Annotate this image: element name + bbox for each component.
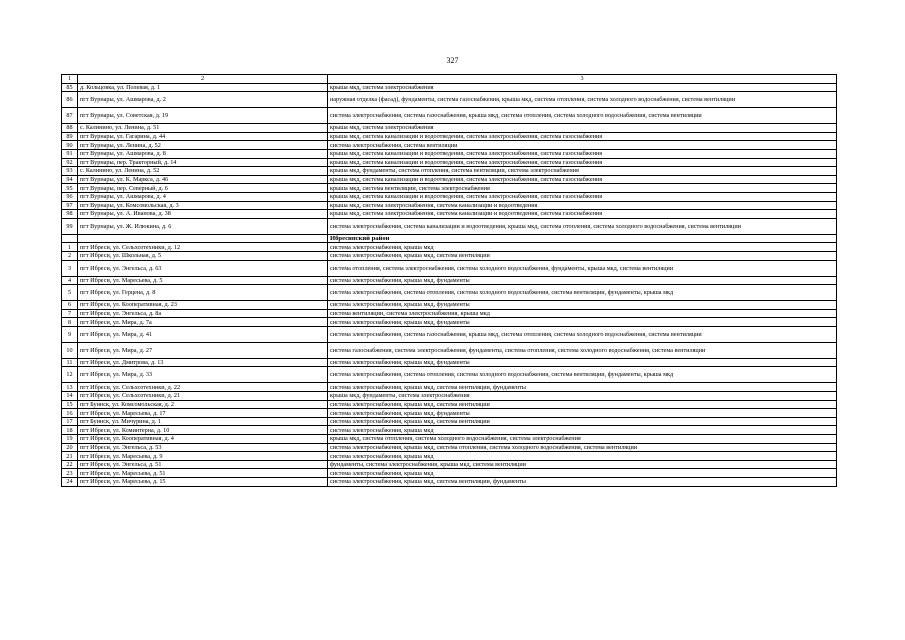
works-cell: система отопления, система электроснабжения, система холодного водоснабжения, фундаменты, крыша мкд, система вентиляции: [328, 260, 837, 276]
works-cell: система вентиляции, система электроснабжения, крыша мкд: [328, 309, 837, 318]
works-cell: наружная отделка (фасад), фундаменты, система газоснабжения, крыша мкд, система отопления, система холодного водоснабжения, система вентиляции: [328, 92, 837, 108]
table-row: [62, 301, 837, 310]
works-cell: система электроснабжения, система вентиляции: [328, 141, 837, 150]
works-cell: крыша мкд, система отопления, система холодного водоснабжения, система электроснабжения: [328, 435, 837, 444]
works-cell: система электроснабжения, крыша мкд, фундаменты: [328, 301, 837, 310]
row-number: 6: [62, 301, 78, 310]
table-body: [62, 75, 837, 487]
table-row: [62, 276, 837, 285]
works-cell: крыша мкд, система канализации и водоотведения, система электроснабжения, система газоснабжения: [328, 175, 837, 184]
row-number: 93: [62, 167, 78, 176]
row-number: 8: [62, 318, 78, 327]
table-row: [62, 243, 837, 252]
table-row: [62, 192, 837, 201]
address-cell: пгт Ибреси, ул. Школьная, д. 5: [78, 251, 328, 260]
table-row: [62, 309, 837, 318]
table-row: [62, 443, 837, 452]
address-cell: пгт Ибреси, ул. Энгельса, д. 51: [78, 460, 328, 469]
row-number: 88: [62, 124, 78, 133]
table-row: [62, 260, 837, 276]
row-number: 87: [62, 108, 78, 124]
works-cell: крыша мкд, система канализации и водоотведения, система электроснабжения, система газоснабжения: [328, 149, 837, 158]
works-cell: крыша мкд, система электроснабжения: [328, 124, 837, 133]
works-cell: крыша мкд, система электроснабжения: [328, 83, 837, 92]
row-number: 85: [62, 83, 78, 92]
row-number: 90: [62, 141, 78, 150]
works-cell: система электроснабжения, крыша мкд: [328, 243, 837, 252]
address-cell: пгт Вурнары, ул. Ж. Илюкина, д. 6: [78, 218, 328, 234]
address-cell: пгт Ибреси, ул. Маресьева, д. 5: [78, 276, 328, 285]
address-cell: пгт Вурнары, ул. Ашмарова, д. 8: [78, 149, 328, 158]
works-cell: крыша мкд, система электроснабжения, система канализации и водоотведения, система газоснабжения: [328, 210, 837, 219]
district-row: [62, 234, 837, 243]
header-cell-1: 1: [62, 75, 78, 84]
works-cell: крыша мкд, фундаменты, система отопления, система вентиляции, система электроснабжения: [328, 167, 837, 176]
row-number: 14: [62, 392, 78, 401]
table-row: [62, 469, 837, 478]
row-number: 13: [62, 383, 78, 392]
address-cell: пгт Вурнары, ул. Ашмарова, д. 2: [78, 92, 328, 108]
row-number: 5: [62, 285, 78, 301]
table-row: [62, 201, 837, 210]
address-cell: пгт Ибреси, ул. Мира, д. 33: [78, 367, 328, 383]
table-row: [62, 318, 837, 327]
row-number: 19: [62, 435, 78, 444]
table-row: [62, 358, 837, 367]
address-cell: пгт Ибреси, ул. Маресьева, д. 9: [78, 452, 328, 461]
works-cell: крыша мкд, фундаменты, система электроснабжения: [328, 392, 837, 401]
address-cell: пгт Буинск, ул. Мичурина, д. 1: [78, 417, 328, 426]
row-number: 3: [62, 260, 78, 276]
works-cell: система электроснабжения, крыша мкд: [328, 469, 837, 478]
row-number: 22: [62, 460, 78, 469]
row-number: 21: [62, 452, 78, 461]
table-row: [62, 426, 837, 435]
works-cell: система электроснабжения, система газоснабжения, крыша мкд, система отопления, система холодного водоснабжения, система вентиляции: [328, 108, 837, 124]
table-row: [62, 409, 837, 418]
address-cell: пгт Ибреси, ул. Мира, д. 7а: [78, 318, 328, 327]
header-cell-2: 2: [78, 75, 328, 84]
table-row: [62, 285, 837, 301]
row-number: 16: [62, 409, 78, 418]
works-cell: система электроснабжения, крыша мкд, фундаменты: [328, 358, 837, 367]
table-row: [62, 210, 837, 219]
address-cell: пгт Ибреси, ул. Маресьева, д. 15: [78, 478, 328, 487]
address-cell: пгт Ибреси, ул. Кооперативная, д. 23: [78, 301, 328, 310]
row-number: 89: [62, 132, 78, 141]
works-cell: система электроснабжения, крыша мкд, фундаменты: [328, 409, 837, 418]
repair-table: [61, 74, 837, 487]
table-row: [62, 326, 837, 342]
works-cell: крыша мкд, система электроснабжения, система канализации и водоотведения: [328, 201, 837, 210]
address-cell: пгт Вурнары, пер. Тракторный, д. 14: [78, 158, 328, 167]
table-row: [62, 478, 837, 487]
works-cell: система электроснабжения, система газоснабжения, крыша мкд, система отопления, система холодного водоснабжения, система вентиляции: [328, 326, 837, 342]
address-cell: пгт Вурнары, пер. Северный, д. 6: [78, 184, 328, 193]
row-number: 18: [62, 426, 78, 435]
table-row: [62, 367, 837, 383]
works-cell: система электроснабжения, крыша мкд, система вентиляции, фундаменты: [328, 478, 837, 487]
table-row: [62, 167, 837, 176]
table-row: [62, 184, 837, 193]
address-cell: д. Кольцовка, ул. Полевая, д. 1: [78, 83, 328, 92]
table-row: [62, 417, 837, 426]
row-number: 17: [62, 417, 78, 426]
works-cell: фундаменты, система электроснабжения, крыша мкд, система вентиляции: [328, 460, 837, 469]
table-row: [62, 132, 837, 141]
address-cell: пгт Ибреси, ул. Энгельса, д. 63: [78, 260, 328, 276]
works-cell: крыша мкд, система канализации и водоотведения, система электроснабжения, система газоснабжения: [328, 158, 837, 167]
works-cell: система электроснабжения, крыша мкд, система вентиляции: [328, 251, 837, 260]
address-cell: пгт Ибреси, ул. Энгельса, д. 53: [78, 443, 328, 452]
row-number: 23: [62, 469, 78, 478]
district-empty-cell: [62, 234, 78, 243]
address-cell: пгт Ибреси, ул. Сельхозтехники, д. 12: [78, 243, 328, 252]
district-heading: Ибресинский район: [328, 234, 837, 243]
works-cell: крыша мкд, система канализации и водоотведения, система электроснабжения, система газоснабжения: [328, 192, 837, 201]
row-number: 97: [62, 201, 78, 210]
address-cell: с. Калинино, ул. Ленина, д. 52: [78, 167, 328, 176]
address-cell: пгт Ибреси, ул. Мира, д. 27: [78, 342, 328, 358]
address-cell: пгт Вурнары, ул. К. Маркса, д. 46: [78, 175, 328, 184]
address-cell: пгт Вурнары, ул. Ленина, д. 52: [78, 141, 328, 150]
header-row: [62, 75, 837, 84]
works-cell: крыша мкд, система вентиляции, система электроснабжения: [328, 184, 837, 193]
table-row: [62, 175, 837, 184]
table-row: [62, 392, 837, 401]
table-row: [62, 383, 837, 392]
works-cell: система газоснабжения, система электроснабжения, фундаменты, система отопления, система холодного водоснабжения, система вентиляции: [328, 342, 837, 358]
row-number: 91: [62, 149, 78, 158]
row-number: 94: [62, 175, 78, 184]
row-number: 11: [62, 358, 78, 367]
row-number: 92: [62, 158, 78, 167]
table-row: [62, 452, 837, 461]
row-number: 99: [62, 218, 78, 234]
address-cell: пгт Ибреси, ул. Коминтерна, д. 10: [78, 426, 328, 435]
works-cell: крыша мкд, система канализации и водоотведения, система электроснабжения, система газоснабжения: [328, 132, 837, 141]
table-row: [62, 83, 837, 92]
row-number: 86: [62, 92, 78, 108]
table-row: [62, 141, 837, 150]
address-cell: пгт Ибреси, ул. Мира, д. 41: [78, 326, 328, 342]
row-number: 15: [62, 400, 78, 409]
district-empty-cell: [78, 234, 328, 243]
address-cell: пгт Вурнары, ул. Комсомольская, д. 3: [78, 201, 328, 210]
row-number: 1: [62, 243, 78, 252]
works-cell: система электроснабжения, система отопления, система холодного водоснабжения, система вентиляции, фундаменты, крыша мкд: [328, 367, 837, 383]
address-cell: пгт Вурнары, ул. Ашмарова, д. 4: [78, 192, 328, 201]
table-row: [62, 149, 837, 158]
works-cell: система электроснабжения, крыша мкд, система отопления, система холодного водоснабжения, система вентиляции: [328, 443, 837, 452]
row-number: 95: [62, 184, 78, 193]
row-number: 7: [62, 309, 78, 318]
address-cell: пгт Ибреси, ул. Герцена, д. 8: [78, 285, 328, 301]
table-row: [62, 124, 837, 133]
row-number: 10: [62, 342, 78, 358]
address-cell: пгт Ибреси, ул. Дмитрова, д. 13: [78, 358, 328, 367]
address-cell: пгт Ибреси, ул. Энгельса, д. 8а: [78, 309, 328, 318]
works-cell: система электроснабжения, крыша мкд, фундаменты: [328, 276, 837, 285]
table-row: [62, 92, 837, 108]
works-cell: система электроснабжения, система отопления, система холодного водоснабжения, система вентиляции, фундаменты, крыша мкд: [328, 285, 837, 301]
address-cell: пгт Буинск, ул. Комсомольская, д. 2: [78, 400, 328, 409]
page-number: 327: [446, 56, 459, 65]
table-row: [62, 218, 837, 234]
works-cell: система электроснабжения, система канализации и водоотведения, крыша мкд, система отопления, система холодного водоснабжения, система вентиляции: [328, 218, 837, 234]
address-cell: пгт Ибреси, ул. Маресьева, д. 17: [78, 409, 328, 418]
table-row: [62, 342, 837, 358]
works-cell: система электроснабжения, крыша мкд: [328, 452, 837, 461]
row-number: 98: [62, 210, 78, 219]
works-cell: система электроснабжения, крыша мкд, система вентиляции, фундаменты: [328, 383, 837, 392]
row-number: 2: [62, 251, 78, 260]
address-cell: пгт Ибреси, ул. Сельхозтехники, д. 22: [78, 383, 328, 392]
row-number: 9: [62, 326, 78, 342]
row-number: 24: [62, 478, 78, 487]
works-cell: система электроснабжения, крыша мкд: [328, 426, 837, 435]
table-row: [62, 251, 837, 260]
address-cell: пгт Вурнары, ул. Гагарина, д. 44: [78, 132, 328, 141]
row-number: 96: [62, 192, 78, 201]
row-number: 20: [62, 443, 78, 452]
table-row: [62, 158, 837, 167]
table-row: [62, 400, 837, 409]
address-cell: пгт Ибреси, ул. Маресьева, д. 51: [78, 469, 328, 478]
header-cell-3: 3: [328, 75, 837, 84]
table-row: [62, 108, 837, 124]
address-cell: пгт Вурнары, ул. Советская, д. 19: [78, 108, 328, 124]
address-cell: с. Калинино, ул. Ленина, д. 51: [78, 124, 328, 133]
table-row: [62, 435, 837, 444]
row-number: 4: [62, 276, 78, 285]
address-cell: пгт Ибреси, ул. Сельхозтехники, д. 21: [78, 392, 328, 401]
works-cell: система электроснабжения, крыша мкд, фундаменты: [328, 318, 837, 327]
table-row: [62, 460, 837, 469]
address-cell: пгт Ибреси, ул. Кооперативная, д. 4: [78, 435, 328, 444]
row-number: 12: [62, 367, 78, 383]
works-cell: система электроснабжения, крыша мкд, система вентиляции: [328, 400, 837, 409]
address-cell: пгт Вурнары, ул. А. Иванова, д. 38: [78, 210, 328, 219]
works-cell: система электроснабжения, крыша мкд, система вентиляции: [328, 417, 837, 426]
